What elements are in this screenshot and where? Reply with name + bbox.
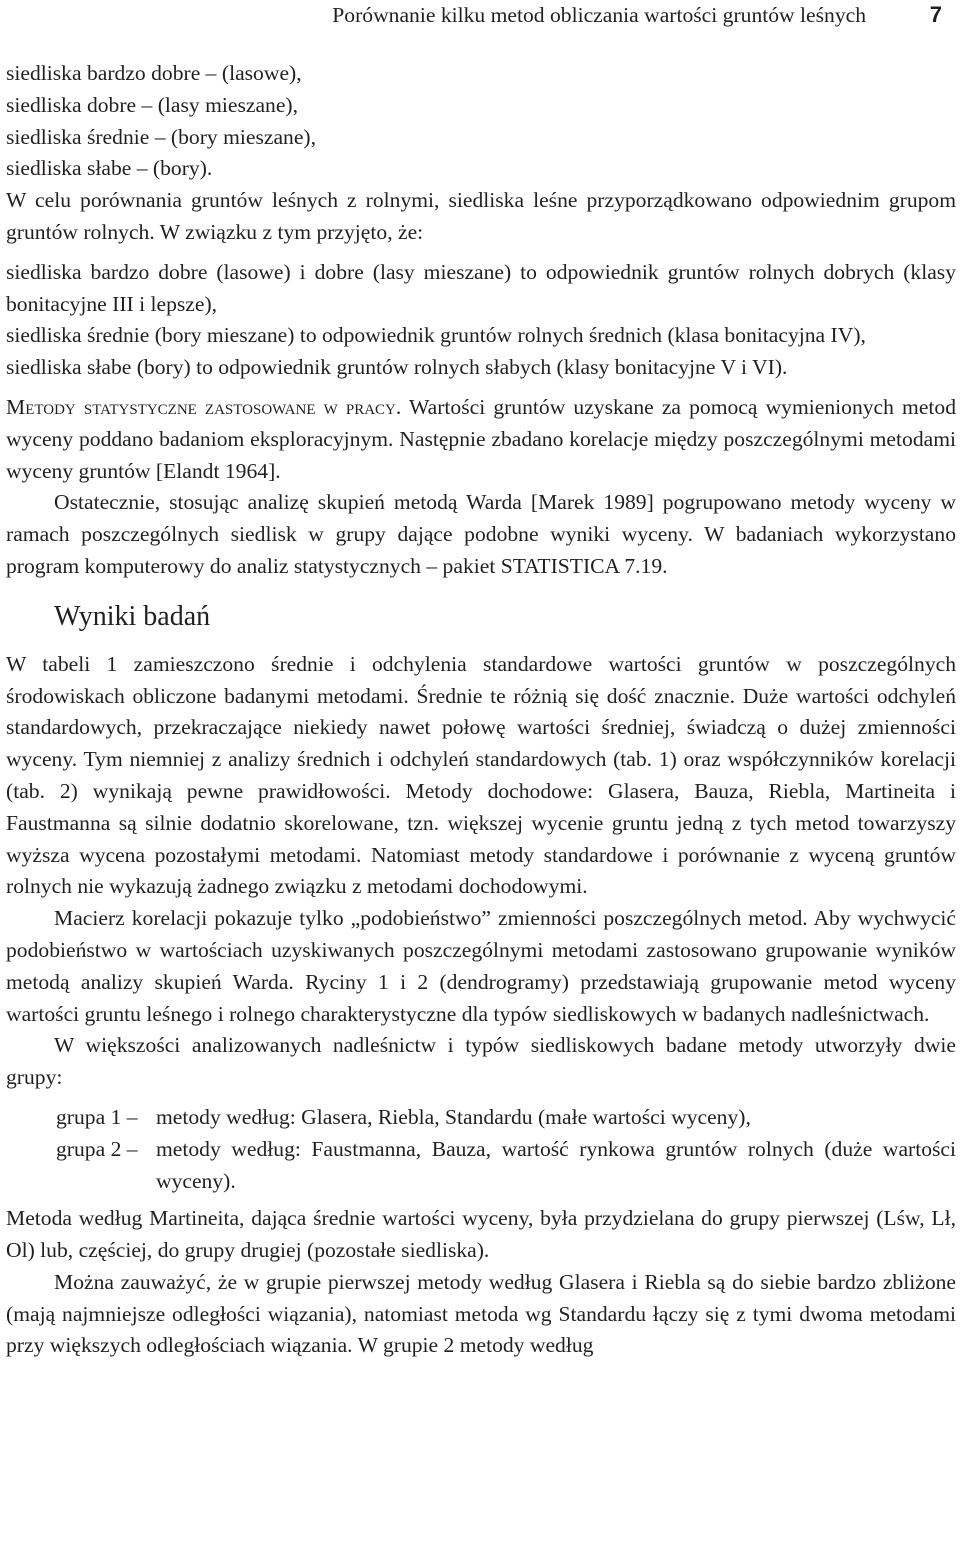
page-body [6,58,956,1362]
groups-list [6,1102,956,1197]
group-text: metody według: Faustmanna, Bauza, wartość rynkowa gruntów rolnych (duże wartości wyceny). [156,1136,956,1193]
mapping-list [6,257,956,384]
group-item [56,1134,956,1198]
list-item: siedliska dobre – (lasy mieszane), [6,92,299,117]
running-title: Porównanie kilku metod obliczania wartości gruntów leśnych [332,3,866,27]
paragraph-ward: Ostatecznie, stosując analizę skupień metodą Warda [Marek 1989] pogrupowano metody wyceny w ramach poszczególnych siedlisk w grupy dające podobne wyniki wyceny. W badaniach wykorzystano program komputerowy do analiz statystycznych – pakiet STATISTICA 7.19. [6,490,956,578]
group-text: metody według: Glasera, Riebla, Standardu (małe wartości wyceny), [156,1104,751,1129]
methods-text: Wartości gruntów uzyskane za pomocą wymienionych metod wyceny poddano badaniom eksploracyjnym. Następnie zbadano korelacje między poszczególnymi metodami wyceny gruntów [Elandt 1964]. [6,394,956,483]
paragraph-methods [6,392,956,487]
list-item: siedliska średnie (bory mieszane) to odpowiednik gruntów rolnych średnich (klasa bonitacyjna IV), [6,323,866,348]
list-item: siedliska słabe (bory) to odpowiednik gruntów rolnych słabych (klasy bonitacyjne V i VI). [6,355,788,380]
page-number: 7 [929,2,942,27]
paragraph-groups-intro: W większości analizowanych nadleśnictw i typów siedliskowych badane metody utworzyły dwie grupy: [6,1033,956,1090]
running-header [0,0,960,32]
list-item: siedliska słabe – (bory). [6,156,213,181]
list-item: siedliska bardzo dobre (lasowe) i dobre (lasy mieszane) to odpowiednik gruntów rolnych dobrych (klasy bonitacyjne III i lepsze), [6,259,956,316]
group-item [56,1102,956,1134]
paragraph-martineit: Metoda według Martineita, dająca średnie wartości wyceny, była przydzielana do grupy pierwszej (Lśw, Lł, Ol) lub, częściej, do grupy drugiej (pozostałe siedliska). [6,1206,956,1263]
paragraph-results: W tabeli 1 zamieszczono średnie i odchylenia standardowe wartości gruntów w poszczególnych środowiskach obliczone badanymi metodami. Średnie te różnią się dość znacznie. Duże wartości odchyleń standardowych, przekraczające niekiedy nawet połowę wartości średniej, świadczą o dużej zmienności wyceny. Tym niemniej z analizy średnich i odchyleń standardowych (tab. 1) oraz współczynników korelacji (tab. 2) wynikają pewne prawidłowości. Metody dochodowe: Glasera, Bauza, Riebla, Martineita i Faustmanna są silnie dodatnio skorelowane, tzn. większej wycenie gruntu jedną z tych metod towarzyszy wyższa wycena pozostałymi metodami. Natomiast metody standardowe i porównanie z wyceną gruntów rolnych nie wykazują żadnego związku z metodami dochodowymi. [6,651,956,899]
group-label: grupa 1 – [56,1104,138,1129]
list-item: siedliska średnie – (bory mieszane), [6,124,317,149]
paragraph-intro: W celu porównania gruntów leśnych z rolnymi, siedliska leśne przyporządkowano odpowiednim grupom gruntów rolnych. W związku z tym przyjęto, że: [6,188,956,244]
habitat-list [6,58,956,185]
group-label: grupa 2 – [56,1136,138,1161]
section-title: Wyniki badań [54,600,211,632]
paragraph-conclusion: Można zauważyć, że w grupie pierwszej metody według Glasera i Riebla są do siebie bardzo zbliżone (mają najmniejsze odległości wiązania), natomiast metoda wg Standardu łączy się z tymi dwoma metodami przy większych odległościach wiązania. W grupie 2 metody według [6,1269,956,1358]
list-item: siedliska bardzo dobre – (lasowe), [6,61,302,85]
paragraph-correlation-matrix: Macierz korelacji pokazuje tylko „podobieństwo” zmienności poszczególnych metod. Aby wychwycić podobieństwo w wartościach uzyskiwanych poszczególnymi metodami zastosowano grupowanie wyników metodą analizy skupień Warda. Ryciny 1 i 2 (dendrogramy) przedstawiają grupowanie metod wyceny wartości gruntu leśnego i rolnego charakterystyczne dla typów siedliskowych w badanych nadleśnictwach. [6,906,956,1026]
methods-heading: Metody statystyczne zastosowane w pracy. [6,394,402,419]
